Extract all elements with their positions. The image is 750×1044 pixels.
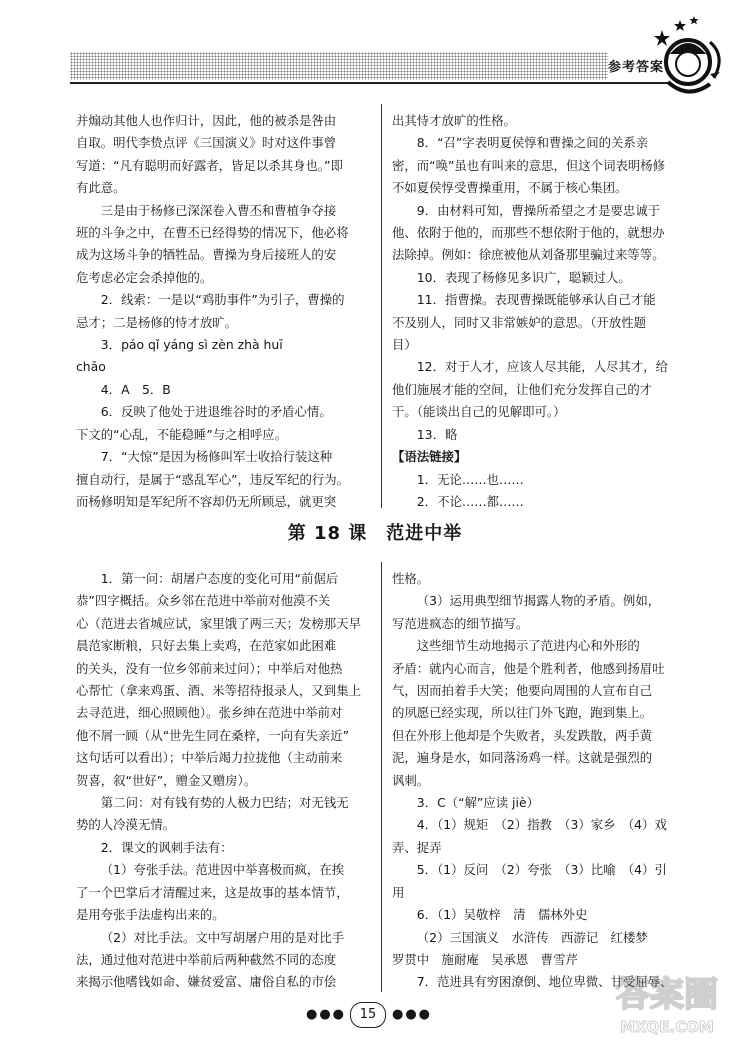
text-line: chāo — [76, 359, 106, 375]
text-line: 心帮忙（拿来鸡蛋、酒、米等招待报录人，又到集上 — [76, 683, 361, 699]
text-line: 成为这场斗争的牺牲品。曹操为身后接班人的安 — [76, 247, 337, 263]
column-divider-top — [381, 104, 382, 508]
text-line: 用 — [392, 884, 405, 900]
text-line: 自取。明代李贽点评《三国演义》时对这件事曾 — [76, 135, 337, 151]
text-line: 有此意。 — [76, 180, 126, 196]
text-line: 气，因而拍着手大笑；他要向周围的人宣布自己 — [392, 683, 653, 699]
text-line: 擅自动行，是属于“惑乱军心”，违反军纪的行为。 — [76, 471, 350, 487]
text-line: 13．略 — [416, 426, 458, 442]
text-line: 泥，遍身是水，如同落汤鸡一样。这就是强烈的 — [392, 750, 653, 766]
text-line: 不及别人，同时又非常嫉妒的意思。（开放性题 — [392, 314, 647, 330]
watermark-subtext: MXQE.COM — [620, 1018, 714, 1036]
text-line: 2．不论……都…… — [416, 493, 524, 509]
text-line: 第二问：对有钱有势的人极力巴结；对无钱无 — [100, 795, 349, 811]
text-line: 写范进疯态的细节描写。 — [392, 615, 529, 631]
text-line: 5．（1）反问 （2）夸张 （3）比喻 （4）引 — [416, 862, 667, 878]
text-line: 三是由于杨修已深深卷入曹丕和曹植争夺接 — [100, 202, 337, 218]
text-line: （2）三国演义 水浒传 西游记 红楼梦 — [416, 929, 648, 945]
text-line: 他不屑一顾（从“世先生同在桑梓，一向有失亲近” — [76, 727, 350, 743]
text-line: 6．（1）吴敬梓 清 儒林外史 — [416, 907, 588, 923]
text-line: 12．对于人才，应该人尽其能，人尽其才，给 — [416, 359, 668, 375]
header-rule — [70, 82, 670, 84]
text-line: 危考虑必定会杀掉他的。 — [76, 269, 213, 285]
text-line: 了一个巴掌后才清醒过来，这是故事的基本情节， — [76, 884, 349, 900]
text-line: 弄、捉弄 — [392, 839, 442, 855]
text-line: 7．范进具有穷困潦倒、地位卑微、甘受屈辱、 — [416, 974, 673, 990]
bottom-right-column — [392, 568, 688, 994]
text-line: 是用夸张手法虚构出来的。 — [76, 907, 225, 923]
top-left-column — [76, 110, 374, 513]
text-line: 而杨修明知是军纪所不容却仍无所顾忌，就更突 — [76, 493, 337, 509]
text-line: 出其恃才放旷的性格。 — [392, 113, 516, 128]
text-line: 的关头，没有一位乡邻前来过问）；中举后对他热 — [76, 660, 343, 676]
text-line: 7．“大惊”是因为杨修叫军士收拾行装这种 — [100, 449, 333, 465]
text-line: 法，通过他对范进中举前后两种截然不同的态度 — [76, 951, 337, 967]
lesson-title: 第 18 课 范进中举 — [287, 523, 463, 544]
text-line: 3．páo qǐ yáng sì zèn zhà huī — [100, 337, 283, 353]
text-line: 晨范家断粮，只好去集上卖鸡，在范家如此困难 — [76, 638, 337, 654]
text-line: 密，而“唤”虽也有叫来的意思，但这个词表明杨修 — [392, 157, 666, 173]
text-line: 3．C（“解”应读 jiè） — [416, 795, 539, 811]
text-line: 恭”四字概括。众乡邻在范进中举前对他漠不关 — [76, 593, 331, 609]
column-divider-bottom — [381, 562, 382, 992]
text-line: （3）运用典型细节揭露人物的矛盾。例如， — [416, 593, 661, 609]
text-line: （1）夸张手法。范进因中举喜极而疯，在挨 — [100, 862, 345, 878]
text-line: 法除掉。例如：徐庶被他从刘备那里骗过来等等。 — [392, 247, 665, 263]
section-heading: 【语法链接】 — [392, 449, 467, 465]
watermark-logo — [592, 960, 742, 1040]
text-line: 8．“召”字表明夏侯惇和曹操之间的关系亲 — [416, 135, 649, 151]
text-line: 写道：“凡有聪明而好露者，皆足以杀其身也。”即 — [76, 157, 343, 173]
text-line: 并煽动其他人也作归计，因此，他的被杀是咎由 — [76, 113, 337, 128]
text-line: 2．线索：一是以“鸡肋事件”为引子，曹操的 — [100, 292, 345, 308]
text-line: 他们施展才能的空间，让他们充分发挥自己的才 — [392, 381, 653, 397]
text-line: 讽刺。 — [392, 772, 430, 788]
text-line: 1．无论……也…… — [416, 471, 524, 487]
text-line: 9．由材料可知，曹操所希望之才是要忠诚于 — [416, 202, 661, 218]
text-line: 4．A 5．B — [100, 381, 171, 397]
text-line: 11．指曹操。表现曹操既能够承认自己才能 — [416, 292, 656, 308]
header-dot-band — [70, 52, 608, 80]
text-line: 心（范进去省城应试，家里饿了两三天；发榜那天早 — [76, 615, 361, 631]
text-line: 罗贯中 施耐庵 吴承恩 曹雪芹 — [392, 951, 578, 967]
text-line: 目） — [392, 337, 417, 353]
text-line: （2）对比手法。文中写胡屠户用的是对比手 — [100, 929, 345, 945]
text-line: 这句话可以看出）；中举后竭力拉拢他（主动前来 — [76, 750, 343, 766]
text-line: 班的斗争之中，在曹丕已经得势的情况下，他必将 — [76, 225, 349, 241]
text-line: 2．课文的讽刺手法有： — [100, 839, 233, 855]
watermark-text: 答案圈 — [616, 975, 718, 1015]
text-line: 势的人冷漠无情。 — [76, 817, 176, 833]
header-label: 参考答案 — [608, 60, 665, 75]
text-line: 1．第一问：胡屠户态度的变化可用“前倨后 — [100, 571, 339, 586]
text-line: 来揭示他嗜钱如命、嫌贫爱富、庸俗自私的市侩 — [76, 974, 337, 990]
text-line: 去寻范进，细心照顾他）。张乡绅在范进中举前对 — [76, 705, 343, 721]
text-line: 干。（能谈出自己的见解即可。） — [392, 404, 566, 420]
page-number: 15 — [350, 1002, 386, 1028]
text-line: 这些细节生动地揭示了范进内心和外形的 — [416, 638, 640, 654]
page-dots-left: ●●● — [306, 1007, 347, 1022]
text-line: 性格。 — [392, 571, 430, 586]
text-line: 贺喜，叙“世好”，赠金又赠房）。 — [76, 772, 257, 788]
text-line: 4．（1）规矩 （2）指教 （3）家乡 （4）戏 — [416, 817, 667, 833]
text-line: 他、依附于他的，而那些不想依附于他的，就想办 — [392, 225, 665, 241]
text-line: 矛盾：就内心而言，他是个胜利者，他感到扬眉吐 — [392, 660, 665, 676]
text-line: 不如夏侯惇受曹操重用，不属于核心集团。 — [392, 180, 628, 196]
text-line: 的夙愿已经实现，所以往门外飞跑，跑到集上。 — [392, 705, 653, 721]
top-right-column — [392, 110, 688, 513]
text-line: 下文的“心乱，不能稳睡”与之相呼应。 — [76, 426, 288, 442]
mascot-icon — [640, 12, 740, 104]
page-dots-right: ●●● — [392, 1007, 433, 1022]
text-line: 10．表现了杨修见多识广，聪颖过人。 — [416, 269, 631, 285]
text-line: 6．反映了他处于进退维谷时的矛盾心情。 — [100, 404, 332, 420]
bottom-left-column — [76, 568, 374, 994]
text-line: 但在外形上他却是个失败者，头发跌散，两手黄 — [392, 727, 653, 743]
text-line: 忌才；二是杨修的恃才放旷。 — [76, 314, 238, 330]
